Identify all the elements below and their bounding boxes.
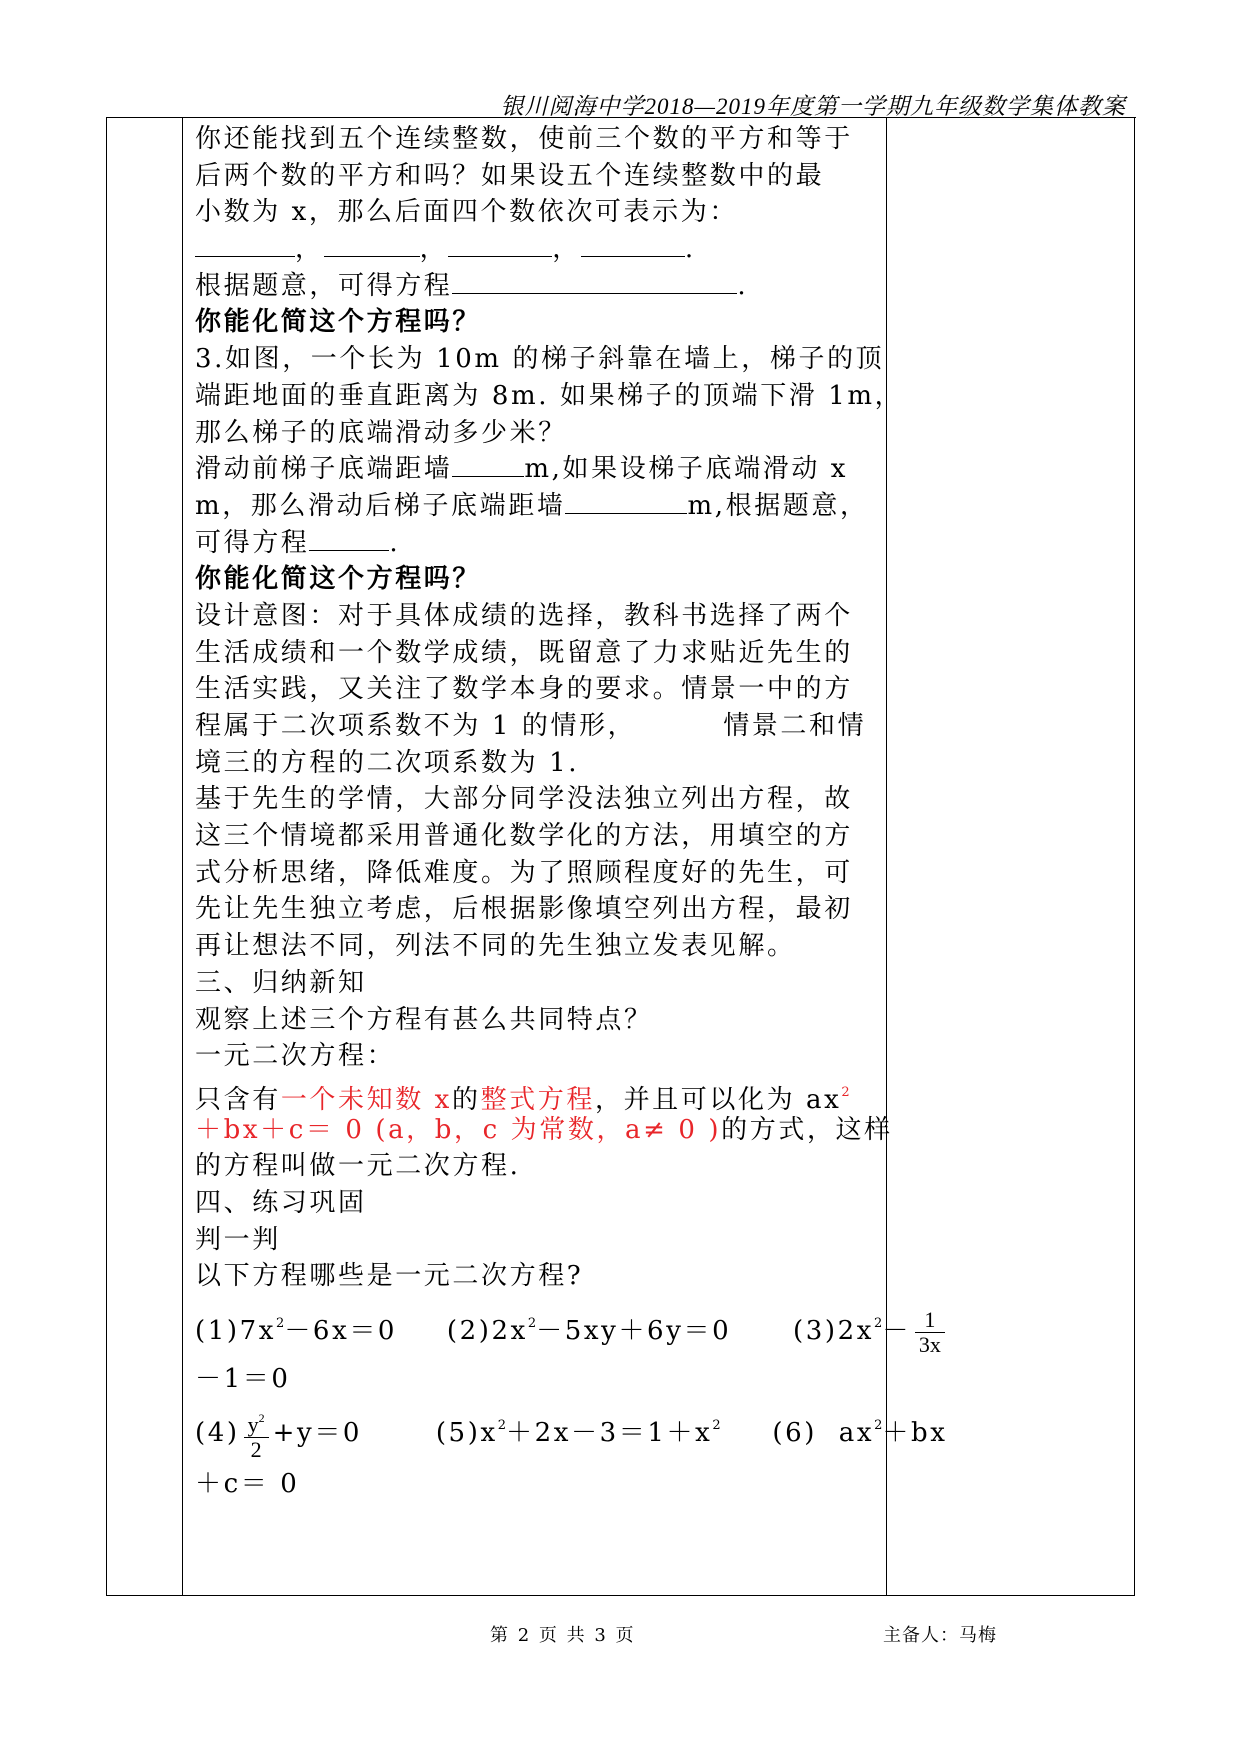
superscript: 2 — [874, 1417, 883, 1433]
blanks-line — [195, 231, 885, 268]
text-line: 你还能找到五个连续整数，使前三个数的平方和等于 — [195, 124, 853, 154]
superscript: 2 — [276, 1316, 285, 1331]
minus-sign: － — [882, 1316, 911, 1346]
fill-blank — [195, 232, 295, 257]
superscript: 2 — [712, 1417, 721, 1433]
text-line: 后两个数的平方和吗？如果设五个连续整数中的最 — [195, 160, 825, 191]
text-line: 生活成绩和一个数学成绩，既留意了力求贴近先生的 — [195, 637, 853, 668]
equation-1: (1)7x — [195, 1316, 277, 1346]
equation-2-rest: －5xy＋6y＝0 — [536, 1316, 732, 1346]
text-span: 可得方程 — [195, 527, 310, 558]
fill-blank — [452, 269, 737, 294]
text-line: 观察上述三个方程有甚么共同特点？ — [195, 1004, 653, 1035]
table-column-divider-1 — [182, 117, 183, 1596]
fill-blank — [448, 232, 552, 257]
highlight-text: 一个未知数 x — [280, 1084, 452, 1115]
equation-4-rest: +y＝0 — [272, 1417, 363, 1448]
period: . — [737, 270, 749, 301]
text-span: 的 — [451, 1084, 481, 1115]
text-line: 设计意图：对于具体成绩的选择，教科书选择了两个 — [195, 600, 853, 631]
equation-4: (4) — [195, 1417, 240, 1448]
text-line: 以下方程哪些是一元二次方程? — [195, 1261, 584, 1292]
text-span: m，那么滑动后梯子底端距墙 — [195, 490, 566, 521]
text-line: 那么梯子的底端滑动多少米？ — [195, 417, 567, 448]
equation-3-continued: －1＝0 — [195, 1364, 291, 1394]
fraction-numerator: 1 — [915, 1308, 945, 1333]
text-line: 判一判 — [195, 1224, 281, 1255]
equation-6-rest: ＋bx — [882, 1417, 948, 1448]
equation-prompt: 根据题意，可得方程 — [195, 270, 453, 301]
fill-blank — [452, 452, 524, 477]
text-span: 的方式，这样 — [721, 1114, 893, 1145]
text-span: 只含有 — [195, 1084, 281, 1115]
superscript: 2 — [527, 1316, 537, 1331]
numerator-y: y — [247, 1411, 259, 1437]
separator: ， — [552, 234, 581, 265]
text-line: 小数为 x，那么后面四个数依次可表示为： — [195, 197, 738, 228]
equation-5: (5)x — [435, 1417, 498, 1448]
separator: ， — [419, 234, 449, 265]
superscript: 2 — [258, 1410, 265, 1425]
section-heading: 三、归纳新知 — [195, 967, 367, 998]
fraction-numerator — [244, 1406, 269, 1438]
lesson-content — [195, 121, 948, 1502]
simplify-question: 你能化简这个方程吗？ — [195, 307, 482, 338]
equation-row-1 — [195, 1299, 941, 1357]
fraction-y-squared-over-2 — [244, 1406, 269, 1462]
ladder-line-2 — [195, 488, 885, 525]
fill-blank — [324, 232, 420, 257]
equation-prompt-line — [195, 268, 885, 305]
section-heading: 四、练习巩固 — [195, 1187, 367, 1218]
table-column-divider-2 — [886, 117, 887, 1596]
text-span: 滑动前梯子底端距墙 — [195, 454, 453, 485]
equation-row-2 — [195, 1398, 948, 1462]
equation-3: (3)2x — [792, 1316, 875, 1346]
text-line: 3.如图，一个长为 10m 的梯子斜靠在墙上，梯子的顶 — [195, 344, 885, 375]
text-line: 生活实践，又关注了数学本身的要求。情景一中的方 — [195, 674, 853, 705]
author-credit: 主备人：马梅 — [883, 1625, 997, 1646]
page-number: 第 2 页 共 3 页 — [490, 1625, 636, 1646]
equation-1-rest: －6x＝0 — [284, 1316, 398, 1346]
text-line: 基于先生的学情，大部分同学没法独立列出方程，故 — [195, 784, 853, 815]
separator: ， — [295, 234, 324, 265]
text-line: 境三的方程的二次项系数为 1. — [195, 747, 580, 778]
highlight-text: 整式方程 — [480, 1084, 595, 1115]
fill-blank — [309, 526, 389, 551]
definition-line-1 — [195, 1075, 885, 1115]
superscript: 2 — [841, 1084, 850, 1100]
superscript: 2 — [874, 1316, 883, 1331]
equation-6: (6) ax — [772, 1417, 875, 1448]
fraction-one-over-3x — [915, 1308, 945, 1357]
text-span: ，并且可以化为 ax — [594, 1084, 842, 1115]
highlight-text: ＋bx＋c＝ 0 (a，b，c 为常数，a≠ 0 ) — [195, 1114, 722, 1145]
text-span: m,根据题意， — [687, 490, 869, 521]
ladder-line-1 — [195, 451, 885, 488]
header-title: 银川阅海中学2018—2019年度第一学期九年级数学集体教案 — [500, 94, 1126, 119]
simplify-question: 你能化简这个方程吗？ — [195, 564, 482, 595]
text-line: 的方程叫做一元二次方程. — [195, 1151, 521, 1182]
text-line: 程属于二次项系数不为 1 的情形， 情景二和情 — [195, 711, 867, 741]
fill-blank — [581, 232, 685, 257]
fraction-denominator: 2 — [250, 1436, 262, 1462]
period: . — [389, 527, 401, 558]
equation-5-rest: ＋2x－3＝1＋x — [506, 1417, 713, 1448]
text-line: 端距地面的垂直距离为 8m. 如果梯子的顶端下滑 1m， — [195, 380, 904, 411]
text-span: m,如果设梯子底端滑动 x — [524, 454, 849, 485]
fraction-denominator: 3x — [918, 1331, 941, 1357]
period: . — [684, 234, 696, 265]
definition-title: 一元二次方程： — [195, 1041, 396, 1072]
definition-line-2 — [195, 1112, 893, 1149]
equation-2: (2)2x — [446, 1316, 528, 1346]
text-line: 再让想法不同，列法不同的先生独立发表见解。 — [195, 931, 796, 962]
text-line: 先让先生独立考虑，后根据影像填空列出方程，最初 — [195, 894, 853, 925]
equation-6-continued: ＋c＝ 0 — [195, 1468, 300, 1499]
fill-blank — [565, 489, 687, 514]
superscript: 2 — [497, 1417, 506, 1433]
text-line: 式分析思绪，降低难度。为了照顾程度好的先生，可 — [195, 857, 853, 888]
ladder-line-3 — [195, 525, 885, 562]
text-line: 这三个情境都采用普通化数学化的方法，用填空的方 — [195, 821, 853, 852]
